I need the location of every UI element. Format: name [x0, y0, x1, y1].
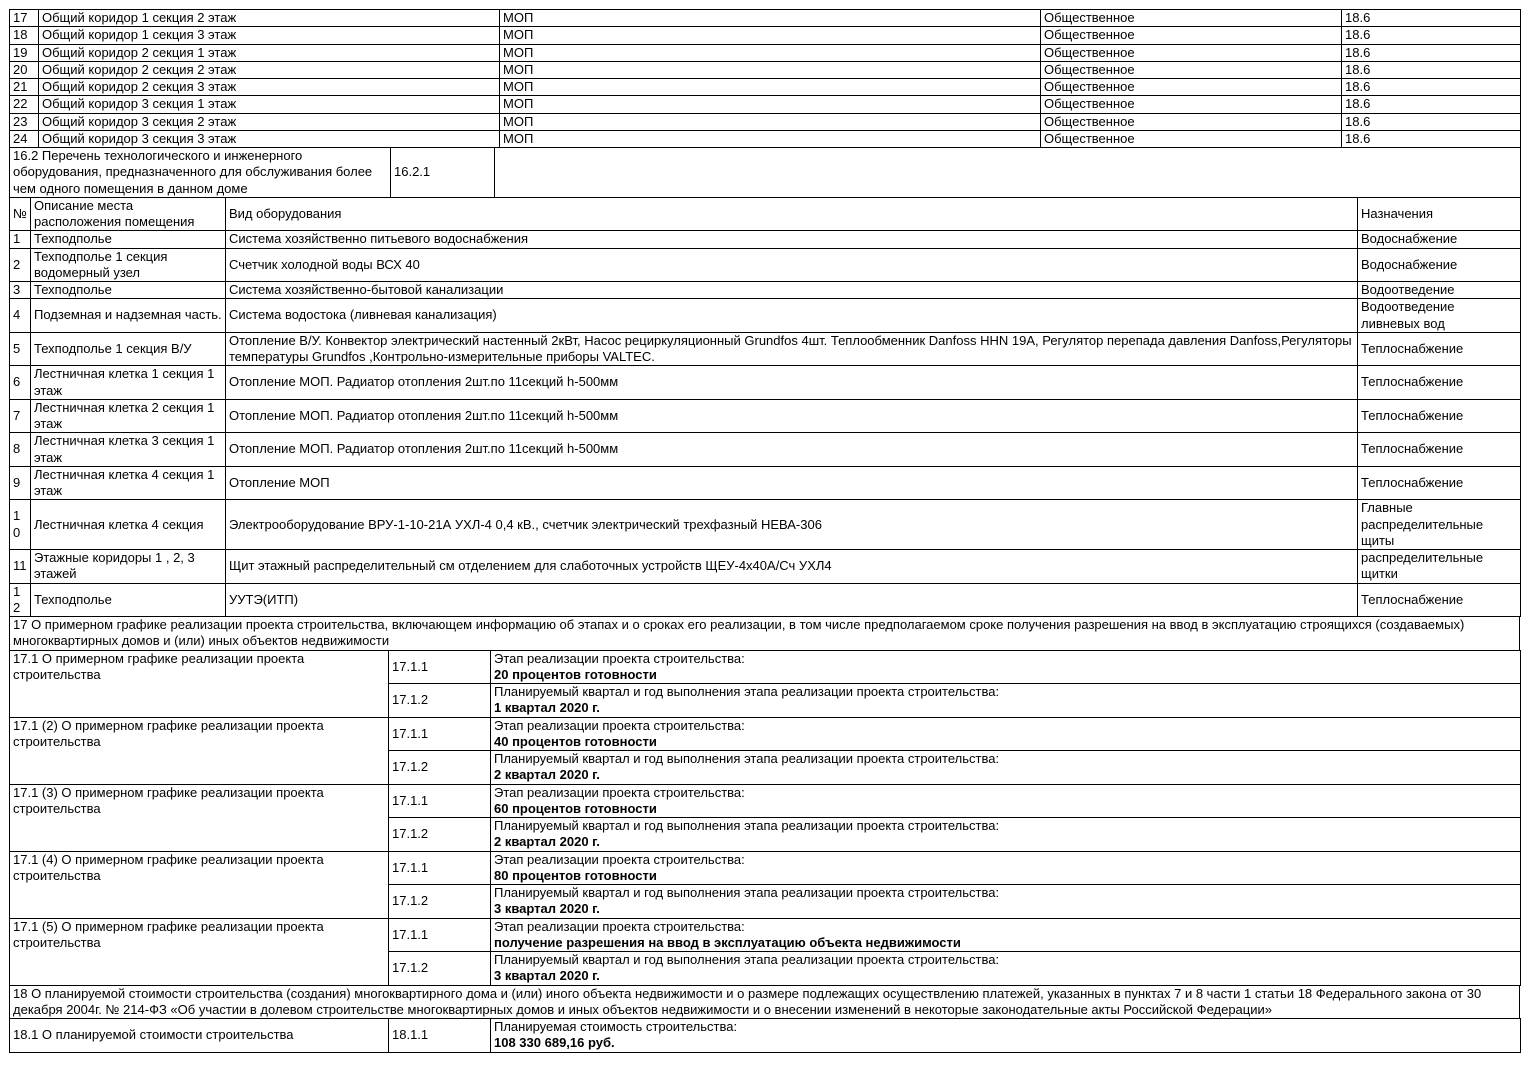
location-cell: Лестничная клетка 4 секция 1 этаж [31, 466, 226, 500]
row-number-cell: 23 [10, 113, 39, 130]
equipment-cell: Отопление МОП [226, 466, 1358, 500]
room-type-cell: МОП [500, 96, 1041, 113]
room-area-cell: 18.6 [1342, 96, 1521, 113]
row-number-cell: 10 [10, 500, 31, 550]
quarter-label: Планируемый квартал и год выполнения этапа реализации проекта строительства: [494, 885, 1000, 900]
code-cell: 18.1.1 [389, 1019, 491, 1053]
row-number-cell: 22 [10, 96, 39, 113]
section-18-heading: 18 О планируемой стоимости строительства (создания) многоквартирного дома и (или) иного объекта недвижимости и о размере подлежащих осуществлению платежей, указанных в пунктах 7 и 8 части 1 статьи 18 Федерального закона от 30 декабря 2004г. № 214-ФЗ «Об участии в долевом строительстве многоквартирных домов и иных объектов недвижимости и о внесении изменений в некоторые законодательные акты Российской Федерации» [9, 985, 1520, 1020]
table-row [10, 550, 1521, 584]
quarter-label: Планируемый квартал и год выполнения этапа реализации проекта строительства: [494, 684, 1000, 699]
room-area-cell: 18.6 [1342, 10, 1521, 27]
table-row [10, 583, 1521, 617]
schedule-table [9, 650, 1521, 986]
block-title-cell: 17.1 (3) О примерном графике реализации проекта строительства [10, 784, 389, 851]
stage-value: 60 процентов готовности [494, 800, 657, 816]
row-number-cell: 7 [10, 399, 31, 433]
quarter-cell [491, 952, 1521, 986]
room-area-cell: 18.6 [1342, 44, 1521, 61]
block-title-cell: 17.1 (5) О примерном графике реализации проекта строительства [10, 918, 389, 985]
table-row [10, 231, 1521, 248]
code-cell: 17.1.2 [389, 751, 491, 785]
room-name-cell: Общий коридор 1 секция 2 этаж [39, 10, 500, 27]
table-row [10, 61, 1521, 78]
table-row [10, 366, 1521, 400]
room-purpose-cell: Общественное [1041, 10, 1342, 27]
block-title-cell: 17.1 (4) О примерном графике реализации проекта строительства [10, 851, 389, 918]
row-number-cell: 9 [10, 466, 31, 500]
block-title-cell: 17.1 (2) О примерном графике реализации проекта строительства [10, 717, 389, 784]
stage-label: Этап реализации проекта строительства: [494, 650, 745, 666]
location-cell: Лестничная клетка 1 секция 1 этаж [31, 366, 226, 400]
quarter-label: Планируемый квартал и год выполнения этапа реализации проекта строительства: [494, 751, 1000, 766]
room-area-cell: 18.6 [1342, 113, 1521, 130]
room-name-cell: Общий коридор 1 секция 3 этаж [39, 27, 500, 44]
room-type-cell: МОП [500, 130, 1041, 147]
stage-label: Этап реализации проекта строительства: [494, 851, 745, 867]
table-row [10, 500, 1521, 550]
quarter-value: 3 квартал 2020 г. [494, 968, 600, 984]
table-row [10, 332, 1521, 366]
purpose-cell: Теплоснабжение [1358, 583, 1521, 617]
code-cell: 17.1.1 [389, 650, 491, 684]
block-title-cell: 17.1 О примерном графике реализации проекта строительства [10, 650, 389, 717]
room-name-cell: Общий коридор 2 секция 1 этаж [39, 44, 500, 61]
room-name-cell: Общий коридор 2 секция 3 этаж [39, 79, 500, 96]
purpose-cell: распределительные щитки [1358, 550, 1521, 584]
purpose-cell: Теплоснабжение [1358, 399, 1521, 433]
purpose-cell: Главные распределительные щиты [1358, 500, 1521, 550]
room-name-cell: Общий коридор 3 секция 2 этаж [39, 113, 500, 130]
room-purpose-cell: Общественное [1041, 113, 1342, 130]
stage-value: 20 процентов готовности [494, 666, 657, 682]
row-number-cell: 5 [10, 332, 31, 366]
table-row [10, 1019, 1521, 1053]
header-num: № [10, 197, 31, 231]
equipment-cell: Система хозяйственно питьевого водоснабжения [226, 231, 1358, 248]
location-cell: Техподполье 1 секция В/У [31, 332, 226, 366]
table-row [10, 148, 1521, 198]
location-cell: Техподполье [31, 583, 226, 617]
cost-value: 108 330 689,16 руб. [494, 1035, 615, 1051]
block-title-cell: 18.1 О планируемой стоимости строительства [10, 1019, 389, 1053]
location-cell: Техподполье 1 секция водомерный узел [31, 248, 226, 282]
stage-cell [491, 784, 1521, 818]
row-number-cell: 11 [10, 550, 31, 584]
room-area-cell: 18.6 [1342, 61, 1521, 78]
table-row [10, 27, 1521, 44]
table-row [10, 10, 1521, 27]
table-row [10, 433, 1521, 467]
stage-cell [491, 851, 1521, 885]
code-cell: 17.1.1 [389, 918, 491, 952]
location-cell: Подземная и надземная часть. [31, 299, 226, 333]
cost-cell [491, 1019, 1521, 1053]
quarter-cell [491, 818, 1521, 852]
table-row [10, 717, 1521, 751]
code-cell: 17.1.2 [389, 952, 491, 986]
room-purpose-cell: Общественное [1041, 61, 1342, 78]
equipment-cell: Система водостока (ливневая канализация) [226, 299, 1358, 333]
stage-cell [491, 717, 1521, 751]
stage-label: Этап реализации проекта строительства: [494, 918, 745, 934]
room-purpose-cell: Общественное [1041, 79, 1342, 96]
room-name-cell: Общий коридор 3 секция 1 этаж [39, 96, 500, 113]
table-row [10, 918, 1521, 952]
stage-label: Этап реализации проекта строительства: [494, 717, 745, 733]
stage-cell [491, 918, 1521, 952]
table-row [10, 399, 1521, 433]
location-cell: Лестничная клетка 2 секция 1 этаж [31, 399, 226, 433]
location-cell: Техподполье [31, 282, 226, 299]
room-name-cell: Общий коридор 3 секция 3 этаж [39, 130, 500, 147]
row-number-cell: 6 [10, 366, 31, 400]
room-area-cell: 18.6 [1342, 79, 1521, 96]
row-number-cell: 19 [10, 44, 39, 61]
table-row [10, 784, 1521, 818]
section-17-heading: 17 О примерном графике реализации проекта строительства, включающем информацию об этапах и о сроках его реализации, в том числе предполагаемом сроке получения разрешения на ввод в эксплуатацию строящихся (создаваемых) многоквартирных домов и (или) иных объектов недвижимости [9, 616, 1520, 651]
purpose-cell: Теплоснабжение [1358, 466, 1521, 500]
row-number-cell: 24 [10, 130, 39, 147]
stage-cell [491, 650, 1521, 684]
code-cell: 17.1.2 [389, 818, 491, 852]
quarter-cell [491, 751, 1521, 785]
row-number-cell: 20 [10, 61, 39, 78]
quarter-cell [491, 684, 1521, 718]
table-header-row [10, 197, 1521, 231]
row-number-cell: 1 [10, 231, 31, 248]
row-number-cell: 2 [10, 248, 31, 282]
stage-value: 80 процентов готовности [494, 867, 657, 883]
equipment-cell: УУТЭ(ИТП) [226, 583, 1358, 617]
room-type-cell: МОП [500, 79, 1041, 96]
table-row [10, 650, 1521, 684]
room-purpose-cell: Общественное [1041, 44, 1342, 61]
table-row [10, 466, 1521, 500]
row-number-cell: 17 [10, 10, 39, 27]
quarter-label: Планируемый квартал и год выполнения этапа реализации проекта строительства: [494, 952, 1000, 967]
row-number-cell: 12 [10, 583, 31, 617]
quarter-cell [491, 885, 1521, 919]
quarter-value: 3 квартал 2020 г. [494, 901, 600, 917]
equipment-cell: Отопление МОП. Радиатор отопления 2шт.по 11секций h-500мм [226, 366, 1358, 400]
equipment-cell: Отопление МОП. Радиатор отопления 2шт.по 11секций h-500мм [226, 433, 1358, 467]
code-cell: 17.1.1 [389, 717, 491, 751]
cost-table [9, 1018, 1521, 1053]
location-cell: Техподполье [31, 231, 226, 248]
table-row [10, 44, 1521, 61]
purpose-cell: Теплоснабжение [1358, 433, 1521, 467]
room-purpose-cell: Общественное [1041, 130, 1342, 147]
stage-value: получение разрешения на ввод в эксплуатацию объекта недвижимости [494, 934, 961, 950]
location-cell: Этажные коридоры 1 , 2, 3 этажей [31, 550, 226, 584]
table-row [10, 79, 1521, 96]
room-type-cell: МОП [500, 27, 1041, 44]
equipment-cell: Система хозяйственно-бытовой канализации [226, 282, 1358, 299]
purpose-cell: Теплоснабжение [1358, 332, 1521, 366]
section-16-2-table [9, 147, 1521, 198]
equipment-cell: Счетчик холодной воды ВСХ 40 [226, 248, 1358, 282]
room-type-cell: МОП [500, 113, 1041, 130]
location-cell: Лестничная клетка 4 секция [31, 500, 226, 550]
room-area-cell: 18.6 [1342, 130, 1521, 147]
row-number-cell: 18 [10, 27, 39, 44]
row-number-cell: 3 [10, 282, 31, 299]
equipment-cell: Электрооборудование ВРУ-1-10-21А УХЛ-4 0,4 кВ., счетчик электрический трехфазный НЕВА-306 [226, 500, 1358, 550]
table-row [10, 851, 1521, 885]
purpose-cell: Водоснабжение [1358, 231, 1521, 248]
header-purpose: Назначения [1358, 197, 1521, 231]
room-type-cell: МОП [500, 10, 1041, 27]
code-cell: 17.1.1 [389, 784, 491, 818]
purpose-cell: Водоотведение ливневых вод [1358, 299, 1521, 333]
table-row [10, 299, 1521, 333]
quarter-value: 1 квартал 2020 г. [494, 700, 600, 716]
section-code-cell: 16.2.1 [391, 148, 495, 198]
code-cell: 17.1.2 [389, 885, 491, 919]
table-row [10, 248, 1521, 282]
room-name-cell: Общий коридор 2 секция 2 этаж [39, 61, 500, 78]
code-cell: 17.1.1 [389, 851, 491, 885]
room-area-cell: 18.6 [1342, 27, 1521, 44]
room-purpose-cell: Общественное [1041, 27, 1342, 44]
quarter-value: 2 квартал 2020 г. [494, 834, 600, 850]
purpose-cell: Водоснабжение [1358, 248, 1521, 282]
table-row [10, 113, 1521, 130]
stage-label: Этап реализации проекта строительства: [494, 784, 745, 800]
equipment-cell: Отопление В/У. Конвектор электрический настенный 2кВт, Насос рециркуляционный Grundfos 4шт. Теплообменник Danfoss HHN 19A, Регулятор перепада давления Danfoss,Регуляторы температуры Grundfos ,Контрольно-измерительные приборы VALTEC. [226, 332, 1358, 366]
quarter-label: Планируемый квартал и год выполнения этапа реализации проекта строительства: [494, 818, 1000, 833]
stage-value: 40 процентов готовности [494, 733, 657, 749]
purpose-cell: Теплоснабжение [1358, 366, 1521, 400]
equipment-cell: Отопление МОП. Радиатор отопления 2шт.по 11секций h-500мм [226, 399, 1358, 433]
section-label-cell: 16.2 Перечень технологического и инженерного оборудования, предназначенного для обслуживания более чем одного помещения в данном доме [10, 148, 391, 198]
table-row [10, 96, 1521, 113]
section-value-cell [495, 148, 1521, 198]
header-equipment: Вид оборудования [226, 197, 1358, 231]
room-type-cell: МОП [500, 44, 1041, 61]
purpose-cell: Водоотведение [1358, 282, 1521, 299]
table-row [10, 130, 1521, 147]
row-number-cell: 4 [10, 299, 31, 333]
cost-label: Планируемая стоимость строительства: [494, 1019, 738, 1034]
equipment-table [9, 197, 1521, 617]
room-type-cell: МОП [500, 61, 1041, 78]
room-purpose-cell: Общественное [1041, 96, 1342, 113]
equipment-cell: Щит этажный распределительный см отделением для слаботочных устройств ЩЕУ-4х40А/Сч УХЛ4 [226, 550, 1358, 584]
corridor-table [9, 9, 1521, 148]
table-row [10, 282, 1521, 299]
row-number-cell: 8 [10, 433, 31, 467]
code-cell: 17.1.2 [389, 684, 491, 718]
row-number-cell: 21 [10, 79, 39, 96]
location-cell: Лестничная клетка 3 секция 1 этаж [31, 433, 226, 467]
header-location: Описание места расположения помещения [31, 197, 226, 231]
quarter-value: 2 квартал 2020 г. [494, 767, 600, 783]
